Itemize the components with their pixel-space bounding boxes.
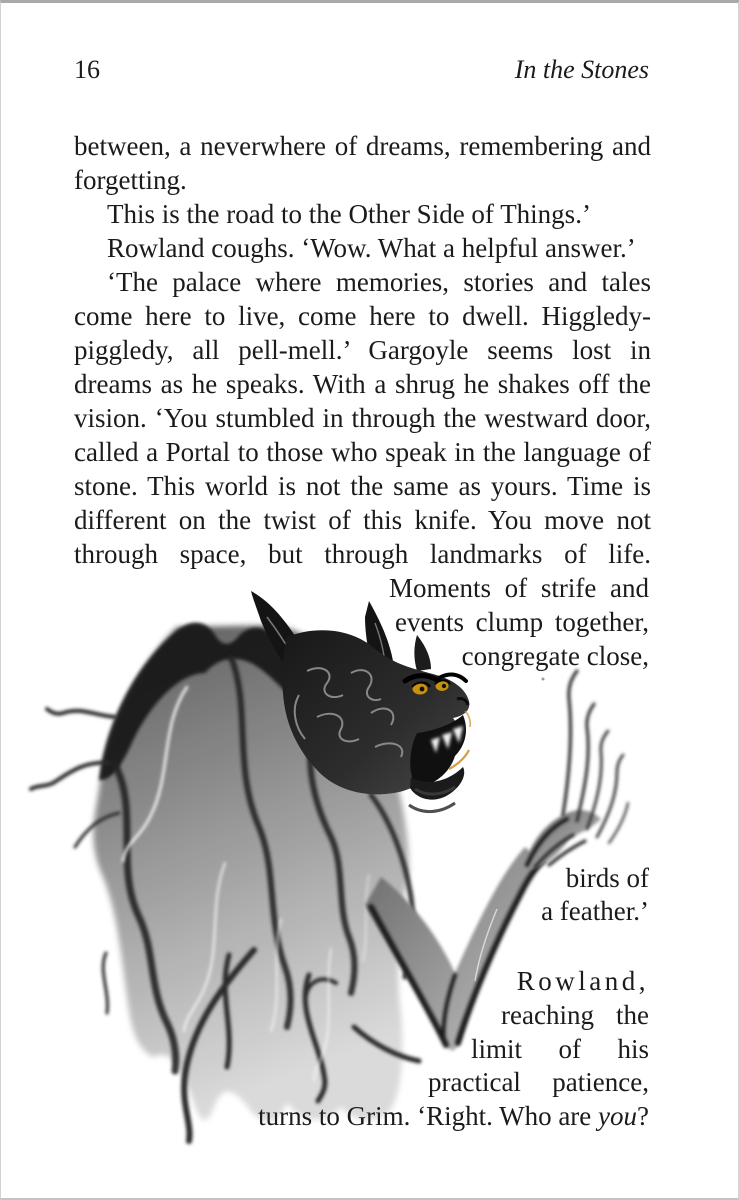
body-line: stone. This world is not the same as yours. Time is (74, 471, 651, 501)
body-line: come here to live, come here to dwell. Higgledy- (74, 301, 651, 331)
final-line-suffix: ? (637, 1101, 649, 1131)
wrap-line: birds of (565, 863, 649, 893)
body-line: called a Portal to those who speak in the language of (74, 437, 651, 467)
wrap-line: Rowland, (516, 966, 649, 996)
body-line: through space, but through landmarks of life. (74, 539, 651, 569)
word-emphasis: you (598, 1101, 638, 1131)
ink-speck (542, 678, 545, 681)
wrap-line: reaching the (501, 1000, 649, 1030)
final-line-prefix: turns to Grim. ‘Right. Who are (258, 1101, 599, 1131)
body-line: between, a neverwhere of dreams, remembering and (74, 131, 651, 161)
running-header: In the Stones (514, 55, 649, 84)
wrap-line: Moments of strife and (389, 573, 649, 603)
body-line: Rowland coughs. ‘Wow. What a helpful answer.’ (107, 233, 636, 263)
body-line: forgetting. (74, 165, 187, 195)
wrap-line: limit of his (471, 1034, 649, 1064)
wrap-line: events clump together, (395, 607, 649, 637)
body-line: dreams as he speaks. With a shrug he shakes off the (74, 369, 651, 399)
page-number: 16 (74, 55, 100, 84)
wrap-line: a feather.’ (541, 896, 649, 926)
body-line: This is the road to the Other Side of Things.’ (107, 199, 591, 229)
wrap-line-final (258, 1099, 649, 1133)
body-line: ‘The palace where memories, stories and tales (107, 267, 651, 297)
body-line: different on the twist of this knife. You move not (74, 505, 651, 535)
body-line: piggledy, all pell-mell.’ Gargoyle seems lost in (74, 335, 651, 365)
wrap-line: congregate close, (461, 641, 649, 671)
body-line: vision. ‘You stumbled in through the westward door, (74, 403, 651, 433)
wrap-line: practical patience, (428, 1067, 649, 1097)
body-text (74, 129, 651, 571)
